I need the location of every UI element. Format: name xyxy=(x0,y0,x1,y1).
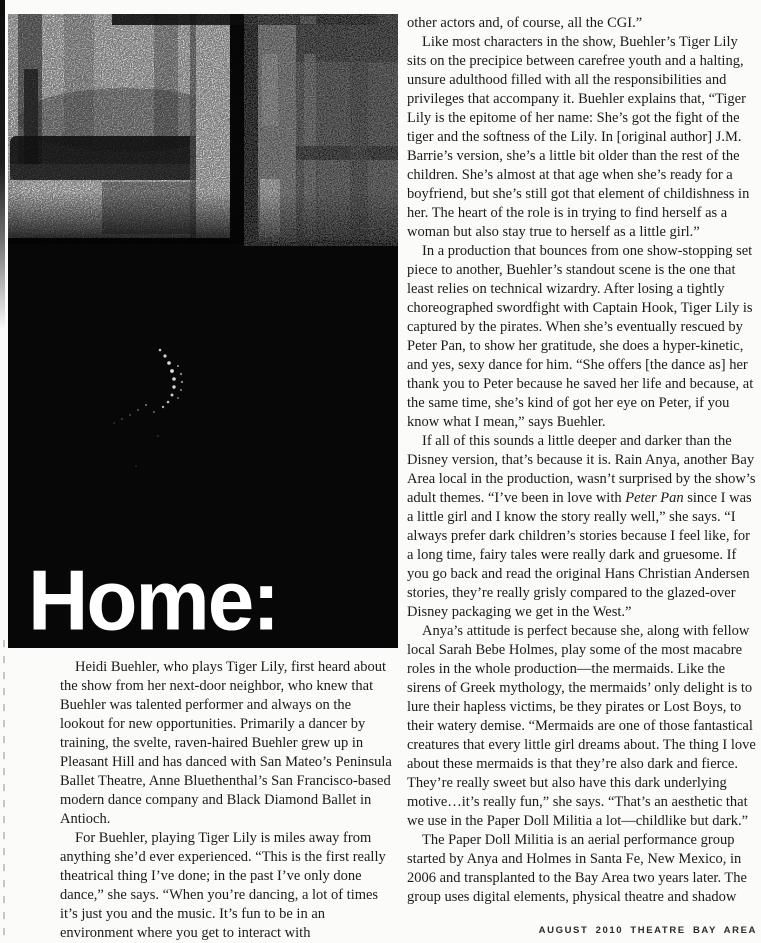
page-footer: AUGUST 2010 THEATRE BAY AREA xyxy=(538,925,757,936)
paragraph: For Buehler, playing Tiger Lily is miles away from anything she’d ever experienced. “This is the first really theatrical thing I’ve done; in the past I’ve only done dance,” she says. “When you’re dancing, a lot of times it’s just you and the music. It’s fun to be in an environment where you get to interact with xyxy=(60,830,386,941)
paragraph: The Paper Doll Militia is an aerial performance group started by Anya and Holmes in Santa Fe, New Mexico, in 2006 and transplanted to the Bay Area two years later. The group uses digital elements, physical theatre and shadow xyxy=(407,832,747,905)
article-right-column xyxy=(407,14,759,907)
paragraph: other actors and, of course, all the CGI.” xyxy=(407,15,643,31)
paragraph: Heidi Buehler, who plays Tiger Lily, first heard about the show from her next-door neighbor, who knew that Buehler was talented performer and always on the lookout for new opportunities. Primarily a dancer by training, the svelte, raven-haired Buehler grew up in Pleasant Hill and has danced with San Mateo’s Peninsula Ballet Theatre, Anne Bluethenthal’s San Francisco-based modern dance company and Black Diamond Ballet in Antioch. xyxy=(60,659,392,827)
feature-photo xyxy=(8,14,398,648)
paragraph: If all of this sounds a little deeper and darker than the Disney version, that’s because it is. Rain Anya, another Bay Area local in the production, wasn’t surprised by the show’s adult themes. “I’ve been in love with Peter Pan since I was a little girl and I know the story really well,” she says. “I always prefer dark children’s stories because I feel like, for a long time, fairy tales were really dark and gruesome. If you go back and read the original Hans Christian Andersen stories, they’re really grisly compared to the glazed-over Disney packaging we get in the West.” xyxy=(407,433,756,620)
scan-edge-artifact xyxy=(0,0,5,330)
feature-title: Home: xyxy=(28,553,279,649)
article-left-column xyxy=(60,658,394,943)
paragraph: In a production that bounces from one show-stopping set piece to another, Buehler’s standout scene is the one that least relies on technical wizardry. After losing a tightly choreographed swordfight with Captain Hook, Tiger Lily is captured by the pirates. When she’s eventually rescued by Peter Pan, to show her gratitude, she does a hyper-kinetic, and yes, sexy dance for him. “She offers [the dance as] her thank you to Peter because he saved her life and because, at the same time, she’s kind of got her eye on Peter, if you know what I mean,” says Buehler. xyxy=(407,243,754,430)
scan-marks xyxy=(3,640,5,940)
paragraph: Like most characters in the show, Buehler’s Tiger Lily sits on the precipice between carefree youth and a halting, unsure adulthood filled with all the responsibilities and privileges that accompany it. Buehler explains that, “Tiger Lily is the epitome of her name: She’s got the fight of the tiger and the softness of the Lily. In [original author] J.M. Barrie’s version, she’s a little bit older than the rest of the children. She’s almost at that age when she’s ready for a boyfriend, but she’s still got that element of childishness in her. The heart of the role is in trying to find herself as a woman but also stay true to herself as a little girl.” xyxy=(407,34,750,240)
paragraph: Anya’s attitude is perfect because she, along with fellow local Sarah Bebe Holmes, play some of the most macabre roles in the whole production—the mermaids. Like the sirens of Greek mythology, the mermaids’ only delight is to lure their hapless victims, be they pirates or Lost Boys, to their watery demise. “Mermaids are one of those fantastical creatures that every little girl dreams about. The thing I love about these mermaids is that they’re also dark and fierce. They’re really sweet but also have this dark underlying motive…it’s really fun,” she says. “That’s an aesthetic that we use in the Paper Doll Militia a lot—childlike but dark.” xyxy=(407,623,756,829)
